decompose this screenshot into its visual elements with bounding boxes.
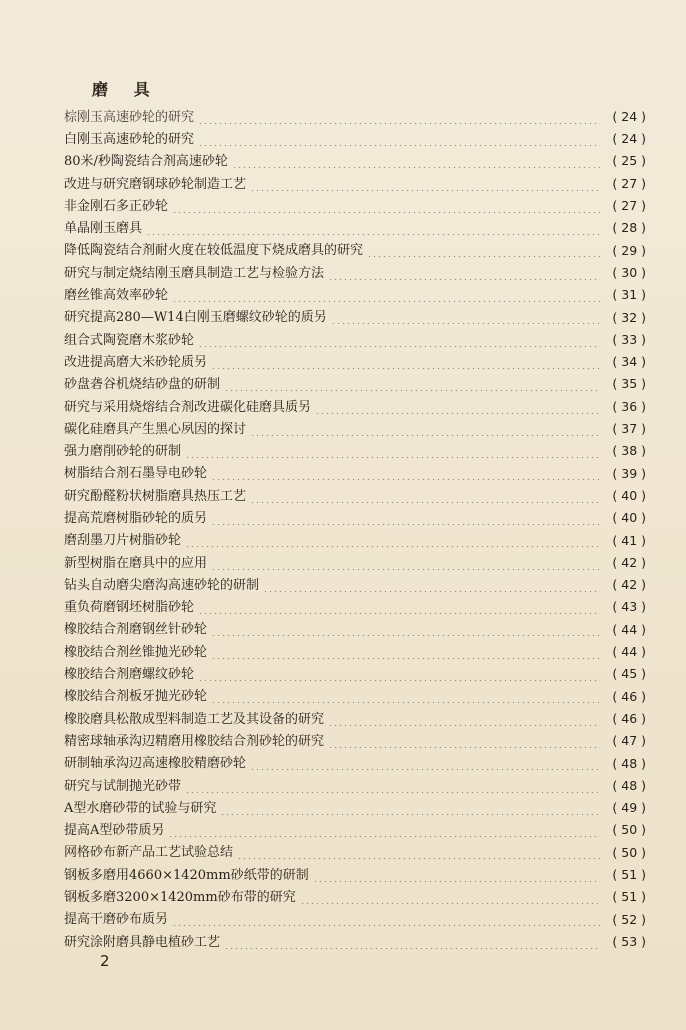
dot-leader (232, 155, 600, 168)
toc-entry-page: ( 24 ) (612, 108, 646, 124)
toc-entry-page: ( 28 ) (612, 220, 646, 236)
toc-entry-title: 改进提高磨大米砂轮质另 (64, 354, 208, 370)
dot-leader (328, 267, 600, 280)
toc-entry (64, 396, 646, 418)
toc-entry-title: 研究提高280—W14白刚玉磨螺纹砂轮的质另 (64, 310, 327, 326)
toc-entry-title: 砂盘砻谷机烧结砂盘的研制 (64, 377, 221, 393)
dot-leader (313, 869, 600, 882)
dot-leader (198, 601, 600, 614)
dot-leader (237, 846, 600, 859)
toc-entry (64, 128, 646, 150)
toc-entry-page: ( 31 ) (612, 287, 646, 303)
toc-entry-page: ( 27 ) (612, 198, 646, 214)
dot-leader (315, 401, 600, 414)
toc-entry (64, 374, 646, 396)
toc-entry-page: ( 46 ) (612, 688, 646, 704)
toc-entry-title: 橡胶结合剂丝锥抛光砂轮 (64, 644, 208, 660)
toc-entry-page: ( 44 ) (612, 644, 646, 660)
toc-entry-page: ( 43 ) (612, 599, 646, 615)
toc-entry-page: ( 32 ) (612, 309, 646, 325)
toc-entry (64, 909, 646, 931)
toc-entry-page: ( 50 ) (612, 844, 646, 860)
toc-entry-title: 橡胶磨具松散成型料制造工艺及其设备的研究 (64, 711, 325, 727)
toc-entry-page: ( 30 ) (612, 264, 646, 280)
dot-leader (328, 713, 600, 726)
toc-entry (64, 552, 646, 574)
dot-leader (250, 490, 600, 503)
toc-entry-page: ( 25 ) (612, 153, 646, 169)
toc-entry-title: 精密球轴承沟辺精磨用橡胶结合剂砂轮的研究 (64, 733, 325, 749)
toc-entry-page: ( 40 ) (612, 487, 646, 503)
toc-entry-title: 磨刮墨刀片树脂砂轮 (64, 533, 182, 549)
toc-entry-page: ( 37 ) (612, 421, 646, 437)
toc-entry-title: 提高干磨砂布质另 (64, 912, 169, 928)
toc-entry-page: ( 45 ) (612, 666, 646, 682)
toc-entry (64, 284, 646, 306)
toc-entry (64, 619, 646, 641)
dot-leader (211, 646, 600, 659)
toc-entry-page: ( 48 ) (612, 777, 646, 793)
toc-entry-page: ( 52 ) (612, 911, 646, 927)
toc-entry (64, 463, 646, 485)
page-number: 2 (100, 952, 110, 970)
toc-entry-page: ( 29 ) (612, 242, 646, 258)
toc-entry-page: ( 36 ) (612, 398, 646, 414)
toc-entry (64, 351, 646, 373)
toc-entry-title: 强力磨削砂轮的研制 (64, 444, 182, 460)
toc-entry (64, 485, 646, 507)
dot-leader (250, 178, 600, 191)
dot-leader (185, 534, 600, 547)
dot-leader (211, 623, 600, 636)
toc-entry-page: ( 42 ) (612, 554, 646, 570)
dot-leader (224, 378, 600, 391)
toc-entry-title: 磨丝锥高效率砂轮 (64, 288, 169, 304)
toc-entry-title: 改进与研究磨钢球砂轮制造工艺 (64, 176, 247, 192)
dot-leader (198, 133, 600, 146)
toc-entry-title: 非金刚石多正砂轮 (64, 198, 169, 214)
toc-entry (64, 864, 646, 886)
toc-entry-page: ( 38 ) (612, 443, 646, 459)
dot-leader (172, 913, 600, 926)
dot-leader (220, 802, 600, 815)
toc-entry-page: ( 41 ) (612, 532, 646, 548)
toc-entry-title: 研究与采用烧熔结合剂改进碳化硅磨具质另 (64, 399, 312, 415)
dot-leader (250, 423, 600, 436)
dot-leader (211, 557, 600, 570)
toc-entry-title: 钻头自动磨尖磨沟高速砂轮的研制 (64, 577, 260, 593)
toc-entry-page: ( 35 ) (612, 376, 646, 392)
toc-entry-title: 研究与制定烧结刚玉磨具制造工艺与检验方法 (64, 265, 325, 281)
toc-entry (64, 507, 646, 529)
toc-entry (64, 775, 646, 797)
dot-leader (211, 467, 600, 480)
dot-leader (250, 757, 600, 770)
toc-entry (64, 440, 646, 462)
dot-leader (211, 512, 600, 525)
toc-entry (64, 730, 646, 752)
toc-entry-page: ( 53 ) (612, 933, 646, 949)
dot-leader (185, 445, 600, 458)
table-of-contents (64, 106, 646, 953)
section-title: 磨 具 (92, 80, 160, 99)
toc-entry-title: 钢板多磨用4660×1420mm砂纸带的研制 (64, 867, 309, 883)
dot-leader (211, 690, 600, 703)
toc-entry-title: 组合式陶瓷磨木浆砂轮 (64, 332, 195, 348)
toc-entry (64, 931, 646, 953)
toc-entry (64, 842, 646, 864)
dot-leader (146, 222, 600, 235)
toc-entry-title: 降低陶瓷结合剂耐火度在较低温度下烧成磨具的研究 (64, 243, 364, 259)
dot-leader (198, 668, 600, 681)
toc-entry-title: 橡胶结合剂磨钢丝针砂轮 (64, 622, 208, 638)
dot-leader (331, 311, 600, 324)
toc-entry (64, 173, 646, 195)
dot-leader (367, 244, 600, 257)
dot-leader (172, 200, 600, 213)
dot-leader (211, 356, 600, 369)
dot-leader (328, 735, 600, 748)
toc-entry-page: ( 50 ) (612, 822, 646, 838)
toc-entry-page: ( 48 ) (612, 755, 646, 771)
toc-entry-page: ( 47 ) (612, 733, 646, 749)
dot-leader (300, 891, 600, 904)
dot-leader (224, 936, 600, 949)
toc-entry-title: A型水磨砂带的试验与研究 (64, 800, 217, 816)
toc-entry (64, 195, 646, 217)
toc-entry (64, 753, 646, 775)
toc-entry-page: ( 46 ) (612, 710, 646, 726)
toc-entry-title: 研究酚醛粉状树脂磨具热压工艺 (64, 488, 247, 504)
toc-entry (64, 217, 646, 239)
toc-entry-title: 碳化硅磨具产生黑心夙因的探讨 (64, 421, 247, 437)
dot-leader (185, 780, 600, 793)
toc-entry (64, 106, 646, 128)
toc-entry-title: 新型树脂在磨具中的应用 (64, 555, 208, 571)
toc-entry-title: 研制轴承沟辺高速橡胶精磨砂轮 (64, 756, 247, 772)
toc-entry (64, 708, 646, 730)
toc-entry (64, 886, 646, 908)
dot-leader (198, 111, 600, 124)
toc-entry-title: 单晶刚玉磨具 (64, 221, 143, 237)
toc-entry-page: ( 51 ) (612, 866, 646, 882)
toc-entry-page: ( 39 ) (612, 465, 646, 481)
toc-entry (64, 307, 646, 329)
toc-entry (64, 641, 646, 663)
dot-leader (198, 334, 600, 347)
toc-entry-page: ( 44 ) (612, 621, 646, 637)
toc-entry (64, 151, 646, 173)
toc-entry (64, 597, 646, 619)
toc-entry-page: ( 49 ) (612, 800, 646, 816)
toc-entry (64, 329, 646, 351)
toc-entry-page: ( 51 ) (612, 889, 646, 905)
toc-entry-title: 网格砂布新产品工艺试验总结 (64, 845, 234, 861)
toc-entry-title: 研究与试制抛光砂带 (64, 778, 182, 794)
toc-entry (64, 418, 646, 440)
toc-entry-title: 橡胶结合剂磨螺纹砂轮 (64, 667, 195, 683)
toc-entry-title: 80米/秒陶瓷结合剂高速砂轮 (64, 154, 228, 170)
toc-entry-title: 钢板多磨3200×1420mm砂布带的研究 (64, 890, 296, 906)
toc-entry (64, 530, 646, 552)
toc-entry-title: 棕刚玉高速砂轮的研究 (64, 109, 195, 125)
toc-entry-title: 橡胶结合剂板牙抛光砂轮 (64, 689, 208, 705)
dot-leader (168, 824, 600, 837)
toc-entry (64, 663, 646, 685)
toc-entry-title: 提高A型砂带质另 (64, 823, 165, 839)
toc-entry-title: 白刚玉高速砂轮的研究 (64, 131, 195, 147)
toc-entry (64, 820, 646, 842)
toc-entry-page: ( 42 ) (612, 577, 646, 593)
dot-leader (172, 289, 600, 302)
toc-entry-page: ( 34 ) (612, 354, 646, 370)
toc-entry-title: 提高荒磨树脂砂轮的质另 (64, 510, 208, 526)
toc-entry (64, 262, 646, 284)
toc-entry-page: ( 24 ) (612, 131, 646, 147)
toc-entry-page: ( 27 ) (612, 175, 646, 191)
toc-entry-title: 研究涂附磨具静电植砂工艺 (64, 934, 221, 950)
toc-entry (64, 574, 646, 596)
toc-entry (64, 686, 646, 708)
toc-entry-page: ( 33 ) (612, 331, 646, 347)
dot-leader (263, 579, 600, 592)
toc-entry (64, 240, 646, 262)
toc-entry-page: ( 40 ) (612, 510, 646, 526)
toc-entry-title: 重负荷磨钢坯树脂砂轮 (64, 600, 195, 616)
toc-entry (64, 797, 646, 819)
toc-entry-title: 树脂结合剂石墨导电砂轮 (64, 466, 208, 482)
